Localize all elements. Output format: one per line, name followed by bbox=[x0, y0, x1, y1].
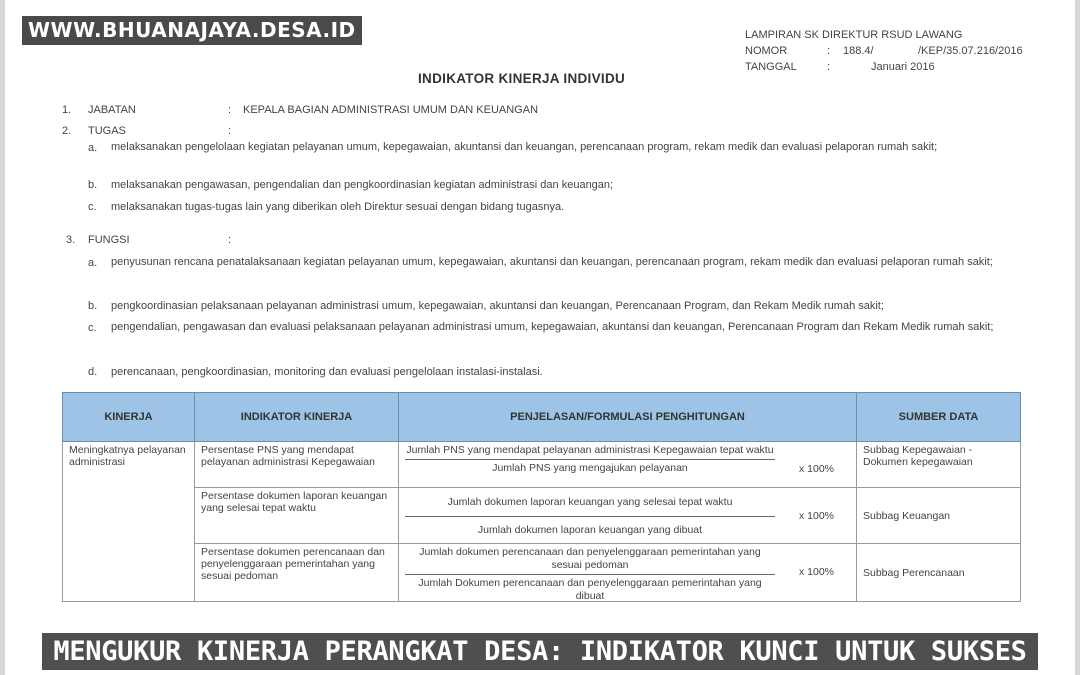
nomor-value-2: /KEP/35.07.216/2016 bbox=[918, 45, 1023, 57]
fungsi-item-c: pengendalian, pengawasan dan evaluasi pelaksanaan pelayanan administrasi umum, kepegawaian, akuntansi dan keuangan, Perencanaan Program dan Rekam Medik rumah sakit; bbox=[111, 321, 994, 333]
tugas-number: 2. bbox=[62, 125, 72, 137]
nomor-label: NOMOR bbox=[745, 45, 788, 57]
jabatan-colon: : bbox=[228, 104, 232, 116]
header-sumber: SUMBER DATA bbox=[857, 393, 1021, 442]
nomor-colon: : bbox=[827, 45, 831, 57]
fungsi-item-a: penyusunan rencana penatalaksanaan kegiatan pelayanan umum, kepegawaian, akuntansi dan keuangan, perencanaan program, rekam medik dan evaluasi pelaporan rumah sakit; bbox=[111, 256, 993, 268]
formula-cell bbox=[399, 488, 857, 544]
fungsi-item-b-letter: b. bbox=[88, 300, 98, 312]
header-indikator: INDIKATOR KINERJA bbox=[195, 393, 399, 442]
header-kinerja: KINERJA bbox=[63, 393, 195, 442]
formula-numerator: Jumlah dokumen laporan keuangan yang selesai tepat waktu bbox=[447, 495, 733, 508]
tugas-item-c-letter: c. bbox=[88, 201, 97, 213]
nomor-line bbox=[745, 43, 1023, 59]
formula-multiplier: x 100% bbox=[798, 463, 834, 475]
header-penjelasan: PENJELASAN/FORMULASI PENGHITUNGAN bbox=[399, 393, 857, 442]
tanggal-colon: : bbox=[827, 61, 831, 73]
tanggal-value: Januari 2016 bbox=[871, 61, 935, 73]
fungsi-item-d-letter: d. bbox=[88, 366, 98, 378]
indikator-cell: Persentase dokumen laporan keuangan yang selesai tepat waktu bbox=[195, 488, 399, 544]
document-reference-block bbox=[745, 27, 1023, 75]
formula-denominator: Jumlah Dokumen perencanaan dan penyelenggaraan pemerintahan yang dibuat bbox=[418, 577, 762, 602]
indikator-cell: Persentase dokumen perencanaan dan penyelenggaraan pemerintahan yang sesuai pedoman bbox=[195, 544, 399, 602]
tanggal-label: TANGGAL bbox=[745, 61, 797, 73]
formula-denominator: Jumlah dokumen laporan keuangan yang dibuat bbox=[477, 523, 703, 536]
tugas-item-b-letter: b. bbox=[88, 179, 98, 191]
sumber-cell: Subbag Keuangan bbox=[857, 488, 1021, 544]
fungsi-item-a-letter: a. bbox=[88, 257, 98, 269]
tugas-item-b: melaksanakan pengawasan, pengendalian dan pengkoordinasian kegiatan administrasi dan keuangan; bbox=[111, 179, 614, 191]
jabatan-number: 1. bbox=[62, 104, 72, 116]
performance-indicator-table bbox=[62, 392, 1021, 602]
tugas-item-a: melaksanakan pengelolaan kegiatan pelayanan umum, kepegawaian, akuntansi dan keuangan, perencanaan program, rekam medik dan evaluasi pelaporan rumah sakit; bbox=[111, 141, 938, 153]
formula-multiplier: x 100% bbox=[798, 509, 834, 522]
tanggal-line bbox=[745, 59, 1023, 75]
formula-cell bbox=[399, 442, 857, 488]
formula bbox=[405, 496, 850, 536]
tugas-item-c: melaksanakan tugas-tugas lain yang diberikan oleh Direktur sesuai dengan bidang tugasnya. bbox=[111, 201, 565, 213]
formula-multiplier: x 100% bbox=[798, 566, 834, 578]
fraction-bar bbox=[405, 459, 775, 460]
fungsi-label: FUNGSI bbox=[88, 234, 130, 246]
fungsi-number: 3. bbox=[66, 234, 76, 246]
indikator-cell: Persentase PNS yang mendapat pelayanan administrasi Kepegawaian bbox=[195, 442, 399, 488]
jabatan-value: KEPALA BAGIAN ADMINISTRASI UMUM DAN KEUANGAN bbox=[243, 104, 539, 116]
formula-numerator: Jumlah PNS yang mendapat pelayanan administrasi Kepegawaian tepat waktu bbox=[406, 444, 774, 456]
tugas-item-a-letter: a. bbox=[88, 142, 98, 154]
jabatan-label: JABATAN bbox=[88, 104, 136, 116]
headline-banner: MENGUKUR KINERJA PERANGKAT DESA: INDIKATOR KUNCI UNTUK SUKSES bbox=[42, 633, 1038, 670]
table-row bbox=[63, 488, 1021, 544]
formula-denominator: Jumlah PNS yang mengajukan pelayanan bbox=[492, 462, 688, 474]
table-row bbox=[63, 544, 1021, 602]
formula-numerator: Jumlah dokumen perencanaan dan penyelenggaraan pemerintahan yang sesuai pedoman bbox=[419, 546, 761, 571]
tugas-label: TUGAS bbox=[88, 125, 126, 137]
fungsi-item-c-letter: c. bbox=[88, 322, 97, 334]
sumber-cell: Subbag Kepegawaian - Dokumen kepegawaian bbox=[857, 442, 1021, 488]
fungsi-colon: : bbox=[228, 234, 232, 246]
nomor-value-1: 188.4/ bbox=[843, 45, 874, 57]
lampiran-line bbox=[745, 27, 1023, 43]
formula bbox=[405, 444, 850, 475]
fraction-bar bbox=[405, 574, 775, 575]
tugas-colon: : bbox=[228, 125, 232, 137]
fraction-bar bbox=[405, 516, 775, 517]
table-header-row bbox=[63, 393, 1021, 442]
table-row bbox=[63, 442, 1021, 488]
site-watermark: WWW.BHUANAJAYA.DESA.ID bbox=[22, 16, 362, 45]
formula bbox=[405, 546, 850, 602]
lampiran-title: LAMPIRAN SK DIREKTUR RSUD LAWANG bbox=[745, 29, 963, 41]
fungsi-item-b: pengkoordinasian pelaksanaan pelayanan administrasi umum, kepegawaian, akuntansi dan keuangan, Perencanaan Program, dan Rekam Medik rumah sakit; bbox=[111, 300, 884, 312]
fungsi-item-d: perencanaan, pengkoordinasian, monitoring dan evaluasi pengelolaan instalasi-instalasi. bbox=[111, 366, 543, 378]
document-title: INDIKATOR KINERJA INDIVIDU bbox=[418, 71, 626, 86]
sumber-cell: Subbag Perencanaan bbox=[857, 544, 1021, 602]
formula-cell bbox=[399, 544, 857, 602]
kinerja-cell: Meningkatnya pelayanan administrasi bbox=[63, 442, 195, 602]
